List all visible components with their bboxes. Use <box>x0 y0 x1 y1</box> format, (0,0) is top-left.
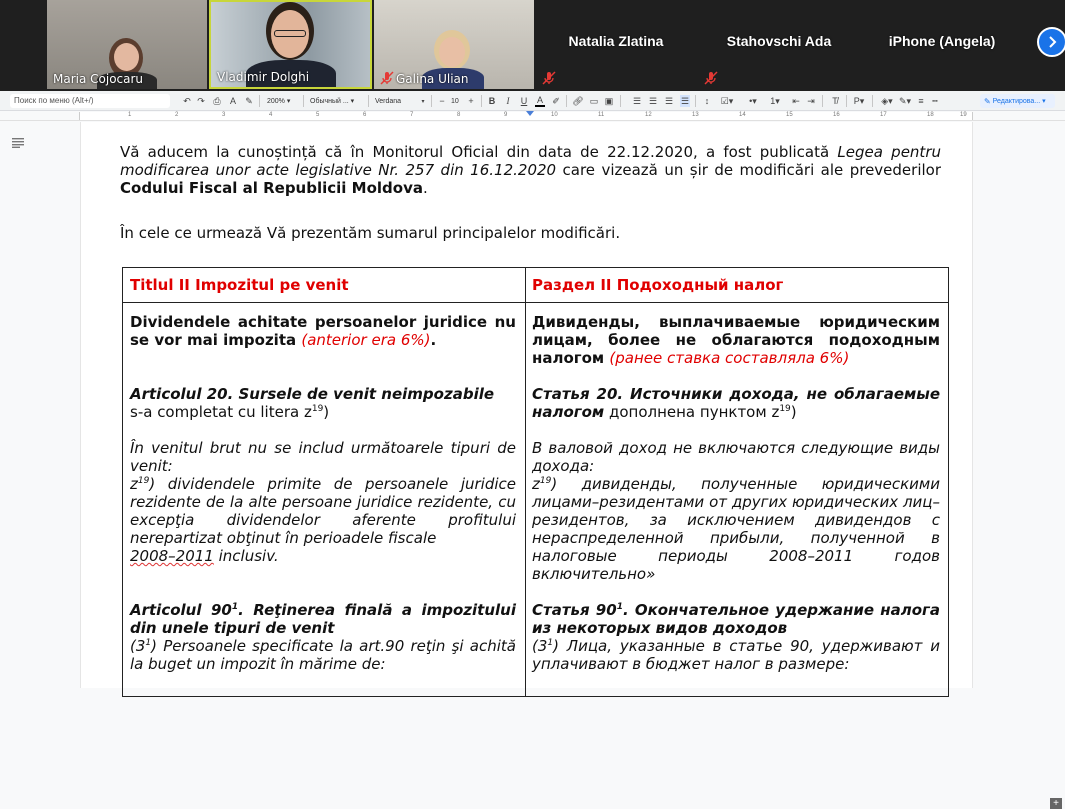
align-center-icon[interactable]: ☰ <box>648 95 658 106</box>
superscript-text: 1 <box>145 638 152 648</box>
align-justify-icon[interactable]: ☰ <box>680 95 690 106</box>
document-outline-icon[interactable] <box>12 138 24 148</box>
style-value: Обычный ... <box>310 97 349 105</box>
law-title-text: modificarea unor acte legislative Nr. 257 din 16.12.2020 <box>120 161 557 179</box>
article-sub-text: дополнена пунктом z <box>608 403 780 421</box>
venit-intro-text: În venitul brut nu se includ următoarele tipuri de venit: <box>130 439 516 475</box>
comment-icon[interactable]: ▭ <box>589 95 599 106</box>
comparison-table <box>122 267 949 697</box>
checklist-icon[interactable]: ☑▾ <box>720 95 734 106</box>
ruler-tick: 16 <box>833 112 840 118</box>
article-title-text: Articolul 20. Sursele de venit neimpozabile <box>130 385 495 403</box>
previous-rate-text: (anterior era 6%) <box>301 331 431 349</box>
z-body-text: ) dividendele primite de persoanele juridice rezidente de la alte persoane juridice rezidente, cu excepţia dividendelor aferente profitului nerepartizat obţinut în perioadele fiscale <box>130 475 516 547</box>
participant-tile-vladimir[interactable] <box>209 0 372 89</box>
participant-tile-angela[interactable] <box>862 0 1022 89</box>
paragraph-styles-icon[interactable]: P▾ <box>853 95 865 106</box>
increase-indent-icon[interactable]: ⇥ <box>807 95 815 106</box>
participant-tile-ada[interactable] <box>698 0 860 89</box>
zoom-select[interactable]: 200% ▾ <box>267 97 291 105</box>
edit-mode-label: Редактирова... <box>992 97 1041 105</box>
superscript-text: 1 <box>231 602 239 612</box>
ruler-tick: 1 <box>128 112 132 118</box>
left-article90-paragraph <box>130 601 516 673</box>
link-icon[interactable]: 🔗︎ <box>572 95 584 106</box>
left-article20-paragraph <box>130 385 516 421</box>
ruler-tick: 2 <box>175 112 179 118</box>
column-divider <box>525 268 526 696</box>
ruler-tick: 13 <box>692 112 699 118</box>
ruler-tick: 19 <box>960 112 967 118</box>
dividends-bold-text: Dividendele achitate persoanelor juridice nu se vor mai impozita <box>130 313 516 349</box>
article-body-text: ) Лица, указанные в статье 90, удерживают и уплачивают в бюджет налог в размере: <box>532 637 940 673</box>
ruler-tick: 3 <box>222 112 226 118</box>
ruler-tick: 7 <box>410 112 414 118</box>
left-venit-paragraph <box>130 439 516 565</box>
bold-button[interactable]: B <box>488 96 496 106</box>
mic-muted-icon <box>380 71 394 85</box>
right-article20-paragraph <box>532 385 940 421</box>
border-width-icon[interactable]: ≡ <box>918 96 924 106</box>
article-title-text: . Окончательное удержание налога из некоторых видов доходов <box>532 601 941 637</box>
decrease-indent-icon[interactable]: ⇤ <box>792 95 800 106</box>
next-participants-button[interactable] <box>1037 27 1065 57</box>
header-divider <box>123 302 948 303</box>
ruler-tick: 6 <box>363 112 367 118</box>
ruler-tick: 17 <box>880 112 887 118</box>
superscript-text: 19 <box>311 404 324 414</box>
spellcheck-icon[interactable]: A <box>229 96 236 106</box>
intro-text: care vizează un șir de modificări ale prevederilor <box>562 161 941 179</box>
superscript-text: 19 <box>137 476 150 486</box>
ruler-tick: 14 <box>739 112 746 118</box>
intro-text: Vă aducem la cunoștință că în Monitorul Oficial din data de 22.12.2020, a fost publicată <box>120 143 830 161</box>
ruler-tick: 10 <box>551 112 558 118</box>
paint-format-icon[interactable]: ✎ <box>245 95 253 106</box>
left-header-cell: Titlul II Impozitul pe venit <box>130 276 349 294</box>
font-size-input[interactable]: 10 <box>451 97 459 105</box>
right-dividends-paragraph <box>532 313 940 367</box>
z-label-text: z <box>532 475 540 493</box>
redo-icon[interactable]: ↷ <box>197 95 205 106</box>
undo-icon[interactable]: ↶ <box>183 95 191 106</box>
right-header-cell: Раздел II Подоходный налог <box>532 276 784 294</box>
ruler-tick: 18 <box>927 112 934 118</box>
venit-intro-text: В валовой доход не включаются следующие виды дохода: <box>532 439 940 475</box>
article-sub-text: ) <box>323 403 330 421</box>
document-canvas <box>0 122 1065 809</box>
summary-paragraph: În cele ce urmează Vă prezentăm sumarul principalelor modificări. <box>120 224 621 242</box>
superscript-text: 1 <box>616 602 623 612</box>
paragraph-number-text: (3 <box>532 637 548 655</box>
fiscal-code-text: Codului Fiscal al Republicii Moldova <box>120 179 423 197</box>
participant-name: Galina Ulian <box>396 72 469 86</box>
superscript-text: 1 <box>547 638 554 648</box>
article-body-text: ) Persoanele specificate la art.90 reţin şi achită la buget un impozit în mărime de: <box>130 637 516 673</box>
article-title-text: . Reţinerea finală a impozitului din unele tipuri de venit <box>130 601 516 637</box>
superscript-text: 19 <box>779 404 791 414</box>
highlight-icon[interactable]: ✐ <box>552 95 560 106</box>
explore-plus-button[interactable]: + <box>1050 798 1062 809</box>
participant-tile-galina[interactable] <box>374 0 534 89</box>
article-title-text: Articolul 90 <box>130 601 232 619</box>
ruler-tick: 4 <box>269 112 273 118</box>
mic-muted-icon <box>542 71 556 85</box>
align-left-icon[interactable]: ☰ <box>632 95 642 106</box>
fill-color-icon[interactable]: ◈▾ <box>881 95 893 106</box>
text-color-button[interactable]: A <box>536 95 543 105</box>
period-text: . <box>430 331 437 349</box>
ruler-tick: 15 <box>786 112 793 118</box>
article-sub-text: s-a completat cu litera z <box>130 403 312 421</box>
ruler-tick: 8 <box>457 112 461 118</box>
z-body-text: ) дивиденды, полученные юридическими лицами–резидентами от других юридических лиц–резидентов, за исключением дивидендов с нераспределенной прибыли, полученной в налоговые периоды 2008–2011 годов включительно» <box>532 475 940 583</box>
dividends-bold-text: Дивиденды, выплачиваемые юридическим лицам, более не облагаются подоходным налогом <box>532 313 940 367</box>
clear-formatting-icon[interactable]: T̸ <box>832 96 838 106</box>
participant-tile-maria[interactable] <box>47 0 207 89</box>
font-value: Verdana <box>375 97 402 105</box>
style-select[interactable]: Обычный ... ▾ <box>310 97 355 105</box>
mic-muted-icon <box>704 71 718 85</box>
video-participant-strip <box>0 0 1065 91</box>
years-text: 2008–2011 <box>130 547 214 565</box>
ruler-tick: 9 <box>504 112 508 118</box>
participant-name: Natalia Zlatina <box>568 33 664 49</box>
participant-tile-natalia[interactable] <box>536 0 696 89</box>
font-size-increase-icon[interactable]: + <box>468 96 474 106</box>
z-end-text: inclusiv. <box>213 547 279 565</box>
previous-rate-text: (ранее ставка составляла 6%) <box>609 349 850 367</box>
underline-button[interactable]: U <box>520 96 528 106</box>
superscript-text: 19 <box>539 476 552 486</box>
article-sub-text: ) <box>790 403 797 421</box>
editing-mode-button[interactable]: ✎ Редактирова... ▾ <box>980 94 1055 108</box>
right-article90-paragraph <box>532 601 940 673</box>
article-title-text: Статья 90 <box>532 601 617 619</box>
participant-name: Vladimir Dolghi <box>217 70 310 84</box>
line-spacing-icon[interactable]: ↕ <box>704 96 710 106</box>
numbered-list-icon[interactable]: 1▾ <box>770 95 780 106</box>
intro-paragraph <box>120 143 941 197</box>
ruler-tick: 5 <box>316 112 320 118</box>
bulleted-list-icon[interactable]: •▾ <box>749 95 757 106</box>
participant-name: Stahovschi Ada <box>726 33 832 49</box>
chevron-right-icon <box>1045 35 1059 49</box>
font-size-decrease-icon[interactable]: − <box>439 96 445 106</box>
zoom-value: 200% <box>267 97 285 105</box>
align-right-icon[interactable]: ☰ <box>664 95 674 106</box>
ruler-tick: 12 <box>645 112 652 118</box>
document-page[interactable] <box>80 122 973 688</box>
article-title-text: Статья 20. Источники дохода, не облагаемые налогом <box>532 385 940 421</box>
print-icon[interactable]: ⎙ <box>213 95 221 106</box>
intro-text: . <box>422 179 428 197</box>
docs-toolbar <box>0 91 1065 111</box>
indent-marker[interactable] <box>526 111 534 116</box>
left-dividends-paragraph <box>130 313 516 349</box>
participant-name: iPhone (Angela) <box>888 33 996 49</box>
italic-button[interactable]: I <box>506 96 510 106</box>
border-color-icon[interactable]: ✎▾ <box>898 95 912 106</box>
font-dropdown-icon[interactable]: ▾ <box>421 98 425 105</box>
paragraph-number-text: (3 <box>130 637 146 655</box>
participant-name: Maria Cojocaru <box>53 72 144 86</box>
z-label-text: z <box>130 475 138 493</box>
horizontal-ruler[interactable] <box>0 111 1065 121</box>
pencil-icon: ✎ <box>984 96 991 106</box>
menu-search-input[interactable]: Поиск по меню (Alt+/) <box>10 94 170 108</box>
border-dash-icon[interactable]: ┅ <box>932 95 938 106</box>
right-venit-paragraph <box>532 439 940 583</box>
ruler-tick: 11 <box>598 112 605 118</box>
image-icon[interactable]: ▣ <box>604 95 614 106</box>
law-title-text: Legea pentru <box>837 143 941 161</box>
